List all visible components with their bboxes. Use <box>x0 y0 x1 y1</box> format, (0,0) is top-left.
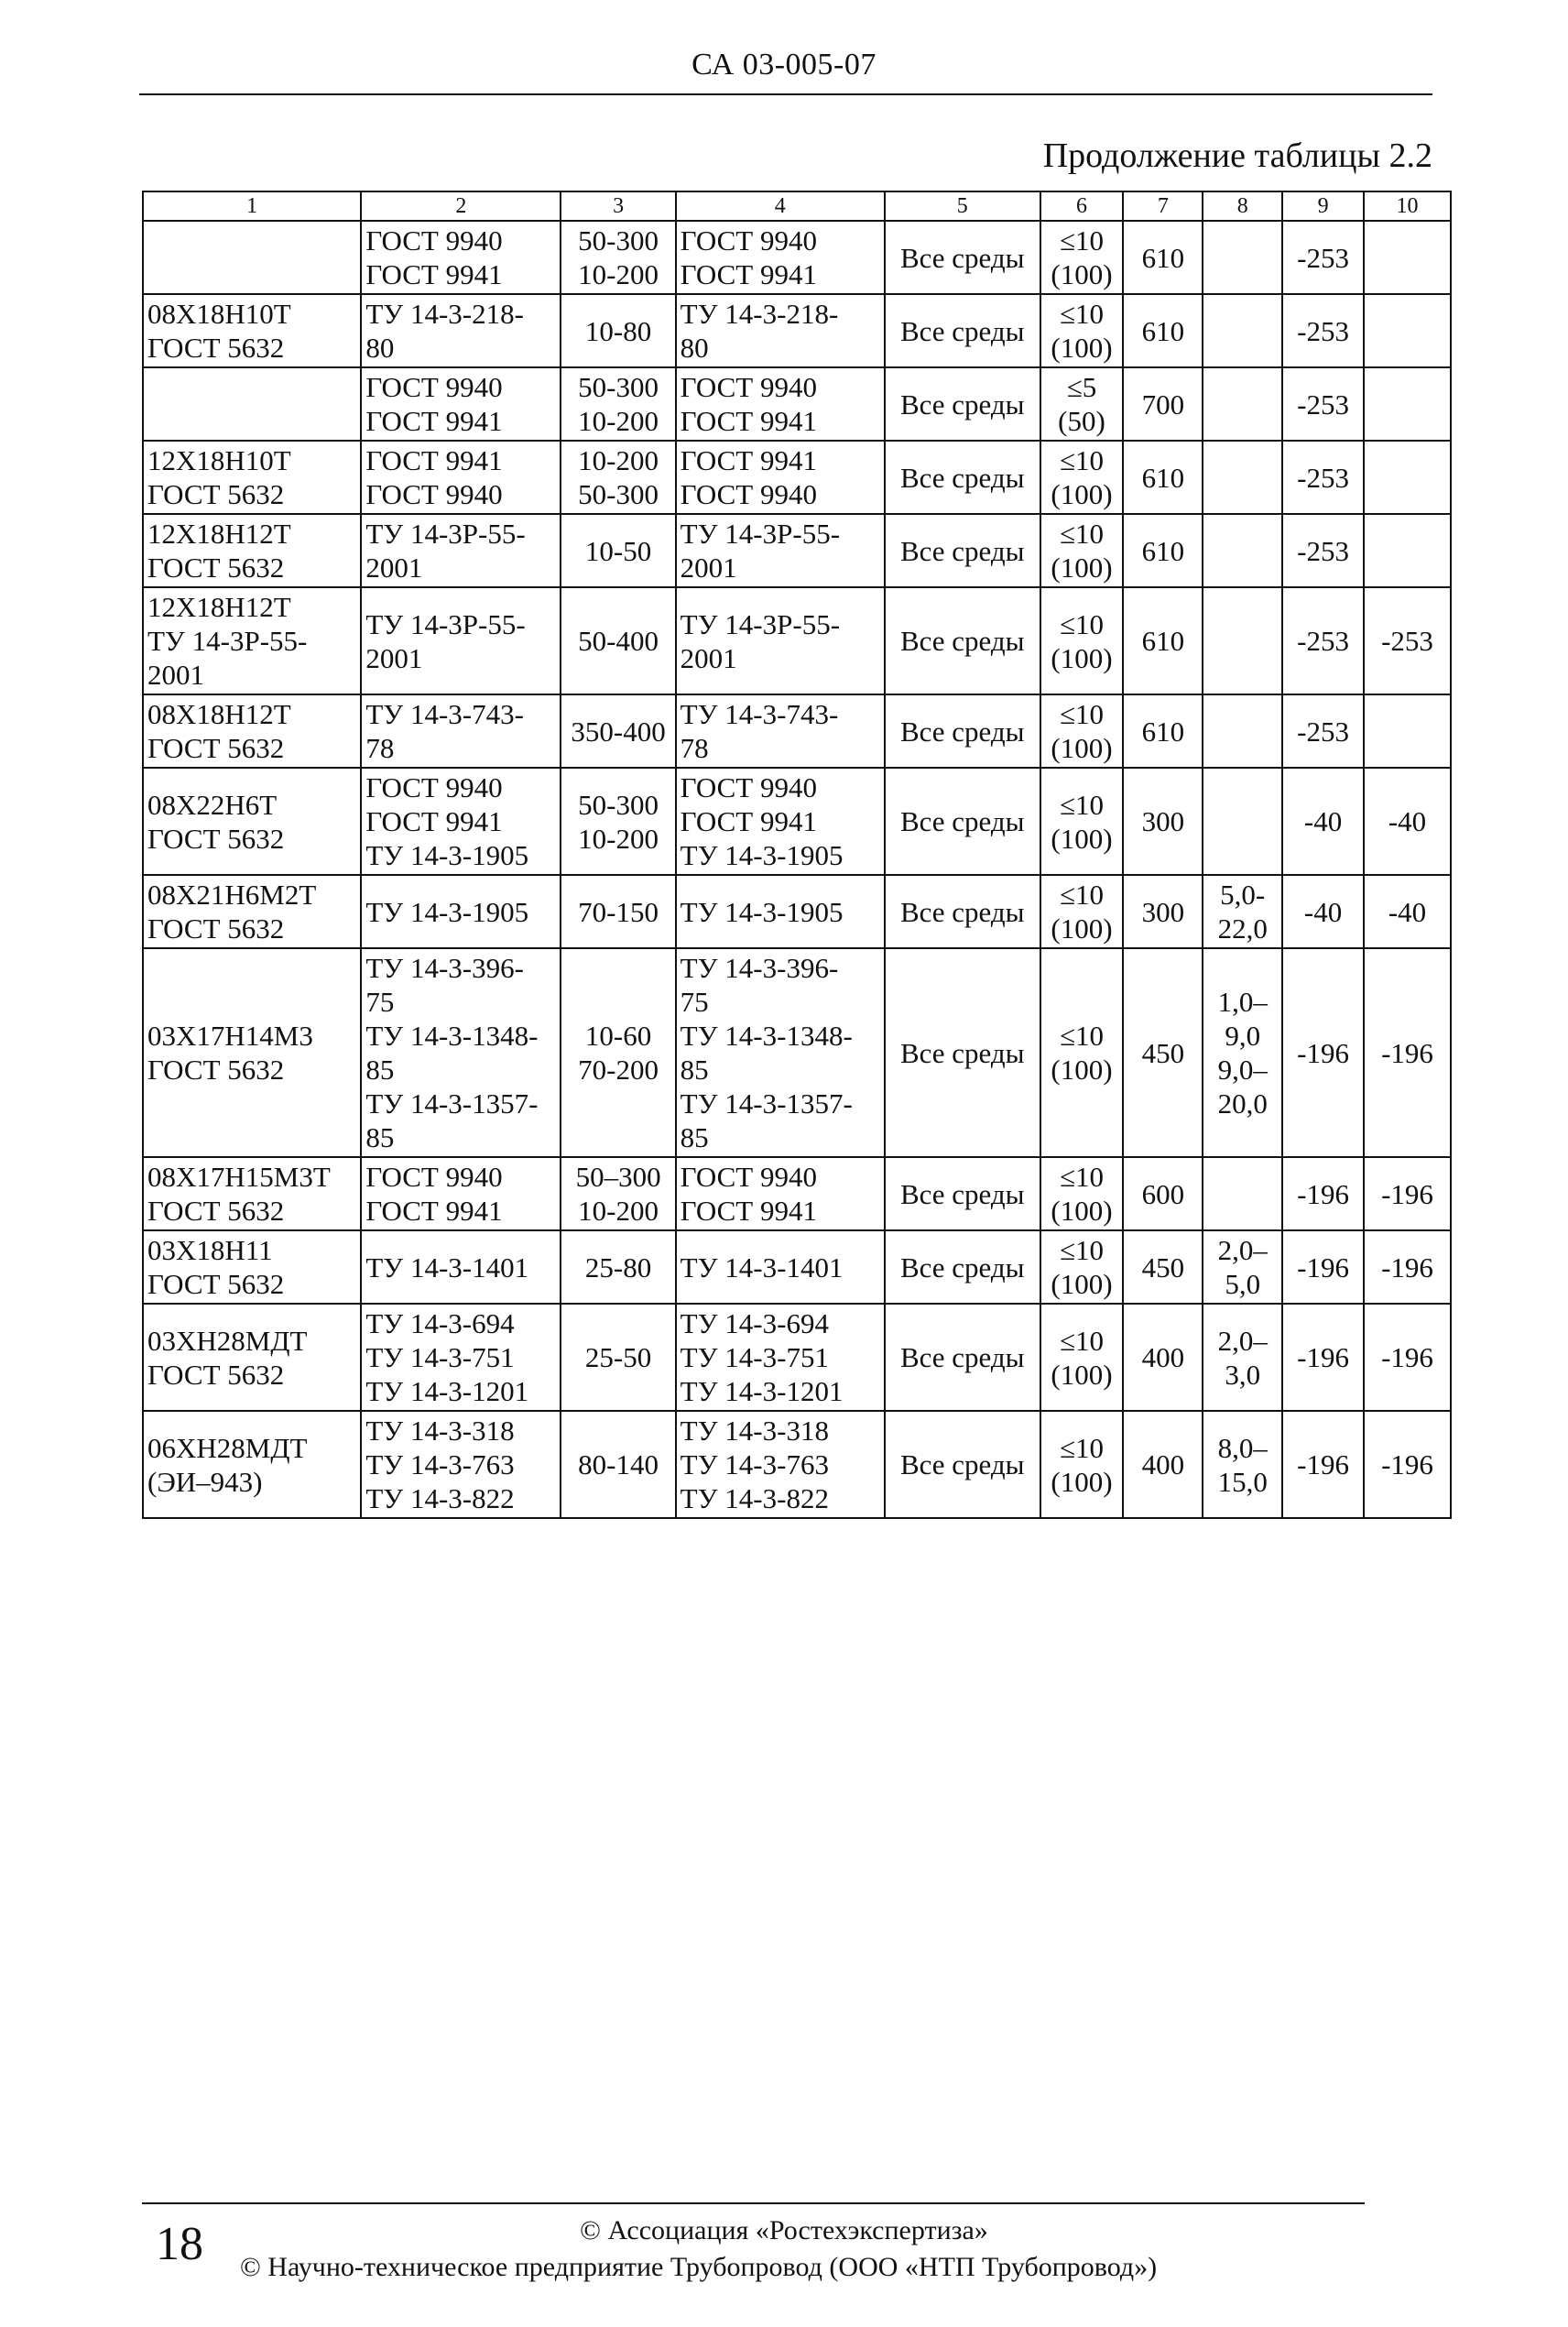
specification-cell: ТУ 14-3Р-55- 2001 <box>676 514 885 587</box>
document-code: СА 03-005-07 <box>691 48 877 82</box>
range-cell <box>1203 514 1282 587</box>
pressure-cell: ≤5 (50) <box>1040 367 1124 441</box>
medium-cell: Все среды <box>885 694 1040 768</box>
steel-grade-cell: 08Х18Н12Т ГОСТ 5632 <box>143 694 361 768</box>
max-temperature-cell: 300 <box>1123 768 1203 875</box>
min-temperature-alt-cell: -196 <box>1364 1304 1451 1411</box>
copyright-enterprise: © Научно-техническое предприятие Трубопровод (ООО «НТП Трубопровод») <box>240 2252 1158 2282</box>
min-temperature-cell: -40 <box>1282 768 1364 875</box>
pipe-standard-cell: ТУ 14-3-1905 <box>361 875 561 948</box>
pressure-cell: ≤10 (100) <box>1040 1230 1124 1304</box>
range-cell <box>1203 768 1282 875</box>
range-cell <box>1203 694 1282 768</box>
max-temperature-cell: 700 <box>1123 367 1203 441</box>
min-temperature-alt-cell <box>1364 441 1451 514</box>
specification-cell: ГОСТ 9940 ГОСТ 9941 <box>676 1157 885 1230</box>
medium-cell: Все среды <box>885 587 1040 694</box>
pressure-cell: ≤10 (100) <box>1040 875 1124 948</box>
max-temperature-cell: 600 <box>1123 1157 1203 1230</box>
column-header: 10 <box>1364 191 1451 221</box>
specification-cell: ГОСТ 9940 ГОСТ 9941 <box>676 367 885 441</box>
pressure-cell: ≤10 (100) <box>1040 587 1124 694</box>
pressure-cell: ≤10 (100) <box>1040 948 1124 1157</box>
column-header: 4 <box>676 191 885 221</box>
max-temperature-cell: 400 <box>1123 1304 1203 1411</box>
table-row <box>143 1304 1451 1411</box>
pipe-standard-cell: ГОСТ 9940 ГОСТ 9941 <box>361 221 561 294</box>
size-range-cell: 80-140 <box>561 1411 675 1518</box>
medium-cell: Все среды <box>885 1230 1040 1304</box>
specification-cell: ТУ 14-3-743- 78 <box>676 694 885 768</box>
column-header: 6 <box>1040 191 1124 221</box>
min-temperature-alt-cell: -40 <box>1364 875 1451 948</box>
table-row <box>143 294 1451 367</box>
size-range-cell: 50-300 10-200 <box>561 367 675 441</box>
min-temperature-alt-cell: -196 <box>1364 1230 1451 1304</box>
size-range-cell: 25-80 <box>561 1230 675 1304</box>
min-temperature-cell: -196 <box>1282 948 1364 1157</box>
max-temperature-cell: 610 <box>1123 587 1203 694</box>
pipe-standard-cell: ТУ 14-3Р-55- 2001 <box>361 587 561 694</box>
max-temperature-cell: 400 <box>1123 1411 1203 1518</box>
table-row <box>143 441 1451 514</box>
min-temperature-cell: -196 <box>1282 1304 1364 1411</box>
specification-cell: ГОСТ 9940 ГОСТ 9941 ТУ 14-3-1905 <box>676 768 885 875</box>
table-row <box>143 221 1451 294</box>
max-temperature-cell: 610 <box>1123 514 1203 587</box>
pipe-standard-cell: ГОСТ 9940 ГОСТ 9941 <box>361 367 561 441</box>
medium-cell: Все среды <box>885 441 1040 514</box>
min-temperature-cell: -40 <box>1282 875 1364 948</box>
steel-grade-cell: 06ХН28МДТ (ЭИ–943) <box>143 1411 361 1518</box>
table-row <box>143 1230 1451 1304</box>
size-range-cell: 50-300 10-200 <box>561 768 675 875</box>
column-header: 9 <box>1282 191 1364 221</box>
medium-cell: Все среды <box>885 948 1040 1157</box>
pressure-cell: ≤10 (100) <box>1040 1304 1124 1411</box>
table-row <box>143 1411 1451 1518</box>
specification-cell: ТУ 14-3-1401 <box>676 1230 885 1304</box>
pipe-standard-cell: ТУ 14-3-1401 <box>361 1230 561 1304</box>
range-cell <box>1203 367 1282 441</box>
min-temperature-alt-cell: -196 <box>1364 948 1451 1157</box>
column-header: 7 <box>1123 191 1203 221</box>
steel-grade-cell: 12Х18Н12Т ГОСТ 5632 <box>143 514 361 587</box>
table-row <box>143 768 1451 875</box>
size-range-cell: 350-400 <box>561 694 675 768</box>
pipe-standard-cell: ТУ 14-3-694 ТУ 14-3-751 ТУ 14-3-1201 <box>361 1304 561 1411</box>
pressure-cell: ≤10 (100) <box>1040 514 1124 587</box>
pressure-cell: ≤10 (100) <box>1040 1411 1124 1518</box>
size-range-cell: 10-50 <box>561 514 675 587</box>
steel-grade-cell: 08Х22Н6Т ГОСТ 5632 <box>143 768 361 875</box>
min-temperature-alt-cell: -196 <box>1364 1157 1451 1230</box>
table-caption: Продолжение таблицы 2.2 <box>1042 137 1432 175</box>
specification-cell: ТУ 14-3-318 ТУ 14-3-763 ТУ 14-3-822 <box>676 1411 885 1518</box>
medium-cell: Все среды <box>885 221 1040 294</box>
pipe-standard-cell: ГОСТ 9940 ГОСТ 9941 <box>361 1157 561 1230</box>
medium-cell: Все среды <box>885 294 1040 367</box>
column-header: 2 <box>361 191 561 221</box>
specification-cell: ТУ 14-3-218- 80 <box>676 294 885 367</box>
pressure-cell: ≤10 (100) <box>1040 1157 1124 1230</box>
size-range-cell: 50-400 <box>561 587 675 694</box>
min-temperature-cell: -253 <box>1282 367 1364 441</box>
footer-divider <box>142 2202 1365 2204</box>
range-cell: 5,0- 22,0 <box>1203 875 1282 948</box>
pressure-cell: ≤10 (100) <box>1040 768 1124 875</box>
medium-cell: Все среды <box>885 1157 1040 1230</box>
min-temperature-alt-cell <box>1364 514 1451 587</box>
max-temperature-cell: 450 <box>1123 1230 1203 1304</box>
table-row <box>143 514 1451 587</box>
max-temperature-cell: 610 <box>1123 294 1203 367</box>
pipe-standard-cell: ГОСТ 9941 ГОСТ 9940 <box>361 441 561 514</box>
steel-grade-cell: 12Х18Н10Т ГОСТ 5632 <box>143 441 361 514</box>
specification-cell: ТУ 14-3-396- 75 ТУ 14-3-1348- 85 ТУ 14-3-1357- 85 <box>676 948 885 1157</box>
range-cell <box>1203 1157 1282 1230</box>
range-cell: 1,0– 9,0 9,0– 20,0 <box>1203 948 1282 1157</box>
page-number: 18 <box>156 2218 203 2270</box>
size-range-cell: 10-60 70-200 <box>561 948 675 1157</box>
max-temperature-cell: 610 <box>1123 694 1203 768</box>
min-temperature-alt-cell <box>1364 221 1451 294</box>
specification-cell: ТУ 14-3-694 ТУ 14-3-751 ТУ 14-3-1201 <box>676 1304 885 1411</box>
min-temperature-cell: -196 <box>1282 1230 1364 1304</box>
range-cell: 2,0– 5,0 <box>1203 1230 1282 1304</box>
size-range-cell: 50–300 10-200 <box>561 1157 675 1230</box>
medium-cell: Все среды <box>885 768 1040 875</box>
range-cell <box>1203 587 1282 694</box>
pressure-cell: ≤10 (100) <box>1040 221 1124 294</box>
steel-grade-cell: 08Х17Н15М3Т ГОСТ 5632 <box>143 1157 361 1230</box>
min-temperature-alt-cell: -253 <box>1364 587 1451 694</box>
min-temperature-alt-cell: -40 <box>1364 768 1451 875</box>
pressure-cell: ≤10 (100) <box>1040 694 1124 768</box>
specification-cell: ТУ 14-3Р-55- 2001 <box>676 587 885 694</box>
steel-grade-cell: 03Х18Н11 ГОСТ 5632 <box>143 1230 361 1304</box>
pipe-standard-cell: ГОСТ 9940 ГОСТ 9941 ТУ 14-3-1905 <box>361 768 561 875</box>
min-temperature-cell: -253 <box>1282 587 1364 694</box>
medium-cell: Все среды <box>885 367 1040 441</box>
min-temperature-cell: -253 <box>1282 514 1364 587</box>
size-range-cell: 25-50 <box>561 1304 675 1411</box>
max-temperature-cell: 450 <box>1123 948 1203 1157</box>
pipe-standard-cell: ТУ 14-3Р-55- 2001 <box>361 514 561 587</box>
min-temperature-cell: -196 <box>1282 1411 1364 1518</box>
max-temperature-cell: 300 <box>1123 875 1203 948</box>
medium-cell: Все среды <box>885 514 1040 587</box>
max-temperature-cell: 610 <box>1123 441 1203 514</box>
size-range-cell: 50-300 10-200 <box>561 221 675 294</box>
steel-grade-cell: 03ХН28МДТ ГОСТ 5632 <box>143 1304 361 1411</box>
table-row <box>143 694 1451 768</box>
min-temperature-alt-cell <box>1364 294 1451 367</box>
specification-cell: ГОСТ 9940 ГОСТ 9941 <box>676 221 885 294</box>
table-row <box>143 1157 1451 1230</box>
min-temperature-alt-cell <box>1364 694 1451 768</box>
table-row <box>143 875 1451 948</box>
header-divider <box>139 93 1432 95</box>
steel-pipes-table <box>142 191 1452 1519</box>
pressure-cell: ≤10 (100) <box>1040 441 1124 514</box>
medium-cell: Все среды <box>885 875 1040 948</box>
size-range-cell: 10-80 <box>561 294 675 367</box>
min-temperature-alt-cell: -196 <box>1364 1411 1451 1518</box>
medium-cell: Все среды <box>885 1411 1040 1518</box>
range-cell <box>1203 441 1282 514</box>
range-cell <box>1203 221 1282 294</box>
range-cell <box>1203 294 1282 367</box>
pressure-cell: ≤10 (100) <box>1040 294 1124 367</box>
max-temperature-cell: 610 <box>1123 221 1203 294</box>
column-header: 1 <box>143 191 361 221</box>
table-header-row <box>143 191 1451 221</box>
pipe-standard-cell: ТУ 14-3-743- 78 <box>361 694 561 768</box>
steel-grade-cell: 08Х18Н10Т ГОСТ 5632 <box>143 294 361 367</box>
range-cell: 8,0– 15,0 <box>1203 1411 1282 1518</box>
column-header: 5 <box>885 191 1040 221</box>
specification-cell: ТУ 14-3-1905 <box>676 875 885 948</box>
min-temperature-cell: -253 <box>1282 294 1364 367</box>
steel-grade-cell: 03Х17Н14М3 ГОСТ 5632 <box>143 948 361 1157</box>
min-temperature-cell: -196 <box>1282 1157 1364 1230</box>
min-temperature-cell: -253 <box>1282 221 1364 294</box>
min-temperature-cell: -253 <box>1282 694 1364 768</box>
pipe-standard-cell: ТУ 14-3-318 ТУ 14-3-763 ТУ 14-3-822 <box>361 1411 561 1518</box>
min-temperature-cell: -253 <box>1282 441 1364 514</box>
min-temperature-alt-cell <box>1364 367 1451 441</box>
steel-grade-cell: 12Х18Н12Т ТУ 14-3Р-55- 2001 <box>143 587 361 694</box>
steel-grade-cell <box>143 221 361 294</box>
specification-cell: ГОСТ 9941 ГОСТ 9940 <box>676 441 885 514</box>
column-header: 3 <box>561 191 675 221</box>
table-row <box>143 367 1451 441</box>
table-row <box>143 948 1451 1157</box>
steel-grade-cell: 08Х21Н6М2Т ГОСТ 5632 <box>143 875 361 948</box>
pipe-standard-cell: ТУ 14-3-396- 75 ТУ 14-3-1348- 85 ТУ 14-3-1357- 85 <box>361 948 561 1157</box>
pipe-standard-cell: ТУ 14-3-218- 80 <box>361 294 561 367</box>
copyright-association: © Ассоциация «Ростехэкспертиза» <box>580 2215 988 2245</box>
range-cell: 2,0– 3,0 <box>1203 1304 1282 1411</box>
table-row <box>143 587 1451 694</box>
size-range-cell: 10-200 50-300 <box>561 441 675 514</box>
column-header: 8 <box>1203 191 1282 221</box>
size-range-cell: 70-150 <box>561 875 675 948</box>
steel-grade-cell <box>143 367 361 441</box>
medium-cell: Все среды <box>885 1304 1040 1411</box>
